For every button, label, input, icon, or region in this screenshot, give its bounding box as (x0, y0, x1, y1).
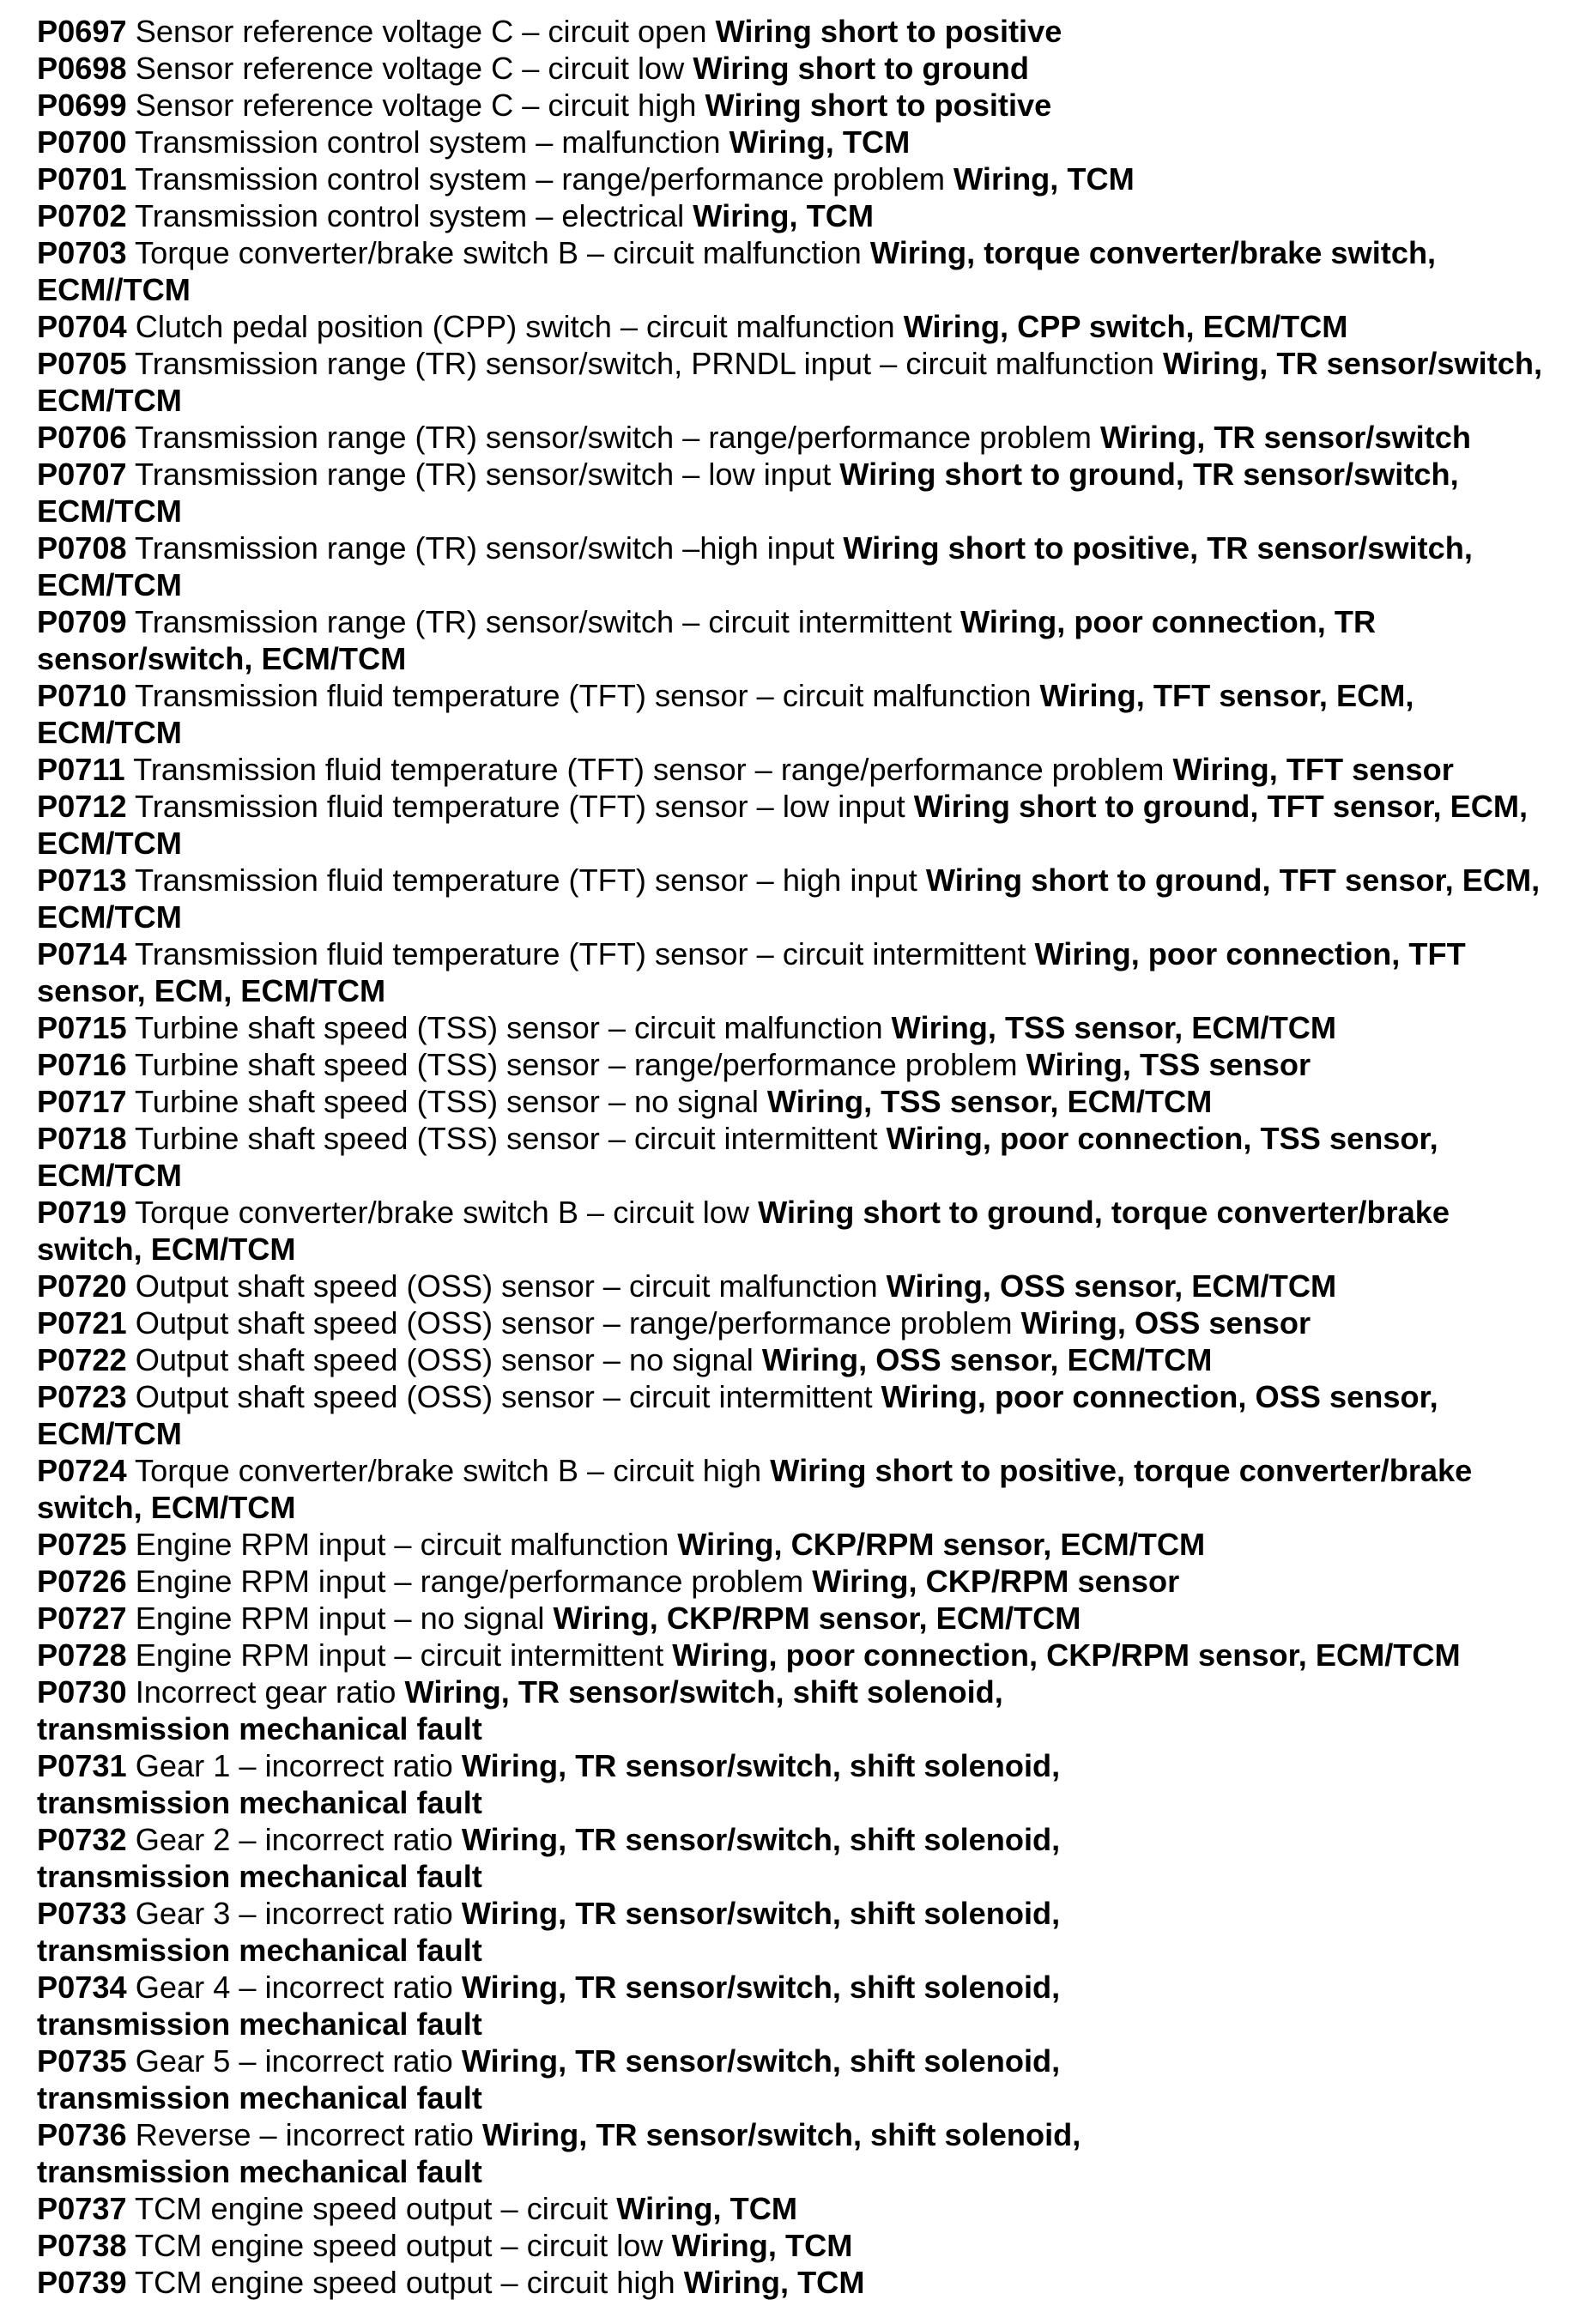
dtc-causes: Wiring, TSS sensor, ECM/TCM (891, 1010, 1337, 1045)
dtc-causes: Wiring, OSS sensor, ECM/TCM (886, 1268, 1337, 1304)
dtc-description: Transmission range (TR) sensor/switch – low input (135, 457, 832, 492)
dtc-causes: Wiring, CKP/RPM sensor, ECM/TCM (553, 1601, 1081, 1636)
dtc-entry (37, 1009, 1547, 1046)
dtc-code: P0730 (37, 1674, 127, 1710)
dtc-causes: Wiring, poor connection, OSS sensor, ECM/TCM (37, 1379, 1438, 1451)
dtc-entry (37, 1600, 1547, 1637)
dtc-causes: Wiring, CPP switch, ECM/TCM (903, 309, 1348, 344)
dtc-code: P0707 (37, 457, 127, 492)
dtc-causes: Wiring short to positive (715, 14, 1062, 49)
dtc-causes: Wiring short to positive, torque converter/brake switch, ECM/TCM (37, 1453, 1473, 1525)
dtc-description: Transmission fluid temperature (TFT) sensor – range/performance problem (133, 752, 1165, 787)
dtc-code: P0700 (37, 124, 127, 160)
dtc-description: Torque converter/brake switch B – circuit malfunction (135, 235, 862, 270)
dtc-entry (37, 1526, 1547, 1563)
dtc-description: Transmission range (TR) sensor/switch –high input (135, 530, 835, 566)
dtc-code: P0731 (37, 1748, 127, 1783)
dtc-causes: Wiring, poor connection, TR sensor/switch, ECM/TCM (37, 604, 1377, 676)
dtc-description: Output shaft speed (OSS) sensor – circuit malfunction (135, 1268, 878, 1304)
dtc-entry (37, 1895, 1547, 1969)
dtc-entry (37, 234, 1547, 308)
dtc-description: Engine RPM input – range/performance problem (135, 1564, 804, 1599)
dtc-code: P0724 (37, 1453, 127, 1488)
dtc-entry (37, 2190, 1547, 2227)
dtc-entry (37, 1083, 1547, 1120)
dtc-entry (37, 308, 1547, 345)
dtc-code: P0704 (37, 309, 127, 344)
dtc-code: P0703 (37, 235, 127, 270)
dtc-description: Gear 3 – incorrect ratio (135, 1896, 453, 1931)
dtc-code: P0723 (37, 1379, 127, 1414)
dtc-description: Gear 2 – incorrect ratio (135, 1822, 453, 1857)
dtc-causes-continued: transmission mechanical fault (37, 2154, 482, 2189)
dtc-description: Incorrect gear ratio (135, 1674, 397, 1710)
dtc-code: P0737 (37, 2191, 127, 2226)
dtc-causes: Wiring, TSS sensor (1026, 1047, 1311, 1082)
dtc-description: Torque converter/brake switch B – circuit high (135, 1453, 762, 1488)
dtc-entry (37, 124, 1547, 160)
dtc-entry (37, 2116, 1547, 2190)
dtc-entry (37, 50, 1547, 87)
dtc-entry (37, 862, 1547, 935)
dtc-code: P0714 (37, 936, 127, 971)
dtc-entry (37, 603, 1547, 677)
dtc-code: P0728 (37, 1637, 127, 1673)
dtc-causes: Wiring short to ground (693, 51, 1030, 86)
dtc-description: Torque converter/brake switch B – circuit low (135, 1195, 750, 1230)
dtc-code: P0718 (37, 1121, 127, 1156)
dtc-entry (37, 677, 1547, 751)
dtc-causes: Wiring, TCM (729, 124, 911, 160)
dtc-description: Engine RPM input – circuit malfunction (135, 1527, 669, 1562)
dtc-description: Turbine shaft speed (TSS) sensor – range/performance problem (135, 1047, 1018, 1082)
dtc-description: Transmission range (TR) sensor/switch – circuit intermittent (135, 604, 952, 639)
dtc-causes: Wiring, TR sensor/switch, shift solenoid, (461, 2043, 1061, 2079)
dtc-causes-continued: transmission mechanical fault (37, 1785, 482, 1820)
dtc-causes: Wiring, TR sensor/switch, shift solenoid, (481, 2117, 1081, 2152)
dtc-causes: Wiring, TR sensor/switch, shift solenoid, (461, 1896, 1061, 1931)
dtc-code: P0697 (37, 14, 127, 49)
dtc-entry (37, 788, 1547, 862)
dtc-code: P0705 (37, 346, 127, 381)
dtc-causes-continued: transmission mechanical fault (37, 1859, 482, 1894)
dtc-description: Transmission fluid temperature (TFT) sensor – high input (135, 862, 917, 898)
dtc-entry (37, 1378, 1547, 1452)
dtc-entry (37, 2227, 1547, 2264)
dtc-causes-continued: transmission mechanical fault (37, 1933, 482, 1968)
dtc-code: P0733 (37, 1896, 127, 1931)
dtc-code: P0710 (37, 678, 127, 713)
dtc-causes: Wiring, TCM (671, 2228, 853, 2263)
dtc-description: Turbine shaft speed (TSS) sensor – circuit intermittent (135, 1121, 878, 1156)
dtc-entry (37, 1969, 1547, 2043)
dtc-code: P0713 (37, 862, 127, 898)
dtc-description: Gear 5 – incorrect ratio (135, 2043, 453, 2079)
dtc-entry (37, 87, 1547, 124)
dtc-causes: Wiring, TFT sensor, ECM, ECM/TCM (37, 678, 1414, 750)
dtc-causes: Wiring short to positive, TR sensor/switch, ECM/TCM (37, 530, 1473, 602)
dtc-description: TCM engine speed output – circuit low (135, 2228, 663, 2263)
dtc-description: Sensor reference voltage C – circuit open (135, 14, 707, 49)
dtc-description: Transmission fluid temperature (TFT) sensor – circuit intermittent (135, 936, 1026, 971)
dtc-description: Sensor reference voltage C – circuit high (135, 88, 697, 123)
dtc-description: Transmission control system – malfunction (135, 124, 721, 160)
dtc-code: P0725 (37, 1527, 127, 1562)
dtc-entry (37, 1304, 1547, 1341)
dtc-entry (37, 1120, 1547, 1194)
dtc-code: P0716 (37, 1047, 127, 1082)
dtc-code: P0709 (37, 604, 127, 639)
dtc-causes: Wiring short to ground, TFT sensor, ECM, ECM/TCM (37, 789, 1529, 861)
dtc-causes: Wiring, TR sensor/switch, shift solenoid, (461, 1822, 1061, 1857)
dtc-causes: Wiring, torque converter/brake switch, ECM//TCM (37, 235, 1437, 307)
dtc-description: Clutch pedal position (CPP) switch – circuit malfunction (135, 309, 895, 344)
dtc-entry (37, 1747, 1547, 1821)
dtc-entry (37, 1452, 1547, 1526)
dtc-causes: Wiring short to ground, TFT sensor, ECM, ECM/TCM (37, 862, 1541, 935)
dtc-entry (37, 197, 1547, 234)
dtc-entry (37, 530, 1547, 603)
dtc-causes: Wiring, CKP/RPM sensor (812, 1564, 1180, 1599)
dtc-code: P0738 (37, 2228, 127, 2263)
dtc-causes: Wiring, OSS sensor (1020, 1305, 1311, 1341)
dtc-description: Transmission fluid temperature (TFT) sensor – circuit malfunction (135, 678, 1032, 713)
dtc-code: P0715 (37, 1010, 127, 1045)
dtc-causes: Wiring short to positive (705, 88, 1052, 123)
dtc-causes: Wiring, TR sensor/switch, shift solenoid, (461, 1970, 1061, 2005)
dtc-causes: Wiring, TFT sensor (1172, 752, 1454, 787)
dtc-entry (37, 935, 1547, 1009)
dtc-causes: Wiring short to ground, torque converter/brake switch, ECM/TCM (37, 1195, 1450, 1267)
dtc-code: P0701 (37, 161, 127, 197)
dtc-code: P0711 (37, 752, 125, 787)
dtc-description: Turbine shaft speed (TSS) sensor – no signal (135, 1084, 759, 1119)
dtc-code: P0734 (37, 1970, 127, 2005)
dtc-entry (37, 1341, 1547, 1378)
dtc-causes: Wiring short to ground, TR sensor/switch, ECM/TCM (37, 457, 1459, 529)
dtc-code: P0708 (37, 530, 127, 566)
dtc-code: P0739 (37, 2265, 127, 2300)
dtc-entry (37, 13, 1547, 50)
dtc-description: Transmission control system – range/performance problem (135, 161, 945, 197)
dtc-causes: Wiring, TR sensor/switch, shift solenoid, (404, 1674, 1003, 1710)
dtc-entry (37, 2264, 1547, 2301)
dtc-code: P0721 (37, 1305, 127, 1341)
dtc-entry (37, 456, 1547, 530)
dtc-causes: Wiring, TSS sensor, ECM/TCM (766, 1084, 1213, 1119)
dtc-entry (37, 1268, 1547, 1304)
dtc-entry (37, 1673, 1547, 1747)
dtc-causes: Wiring, TCM (953, 161, 1135, 197)
dtc-causes: Wiring, TCM (616, 2191, 797, 2226)
dtc-code-list (37, 13, 1547, 2301)
dtc-entry (37, 1563, 1547, 1600)
dtc-code: P0735 (37, 2043, 127, 2079)
dtc-causes: Wiring, TCM (693, 198, 875, 233)
dtc-description: Reverse – incorrect ratio (135, 2117, 474, 2152)
dtc-causes: Wiring, poor connection, TSS sensor, ECM/TCM (37, 1121, 1438, 1193)
dtc-entry (37, 345, 1547, 419)
dtc-description: TCM engine speed output – circuit high (135, 2265, 675, 2300)
dtc-entry (37, 1046, 1547, 1083)
dtc-code: P0727 (37, 1601, 127, 1636)
dtc-description: Transmission control system – electrical (135, 198, 685, 233)
dtc-entry (37, 419, 1547, 456)
dtc-causes: Wiring, poor connection, CKP/RPM sensor, ECM/TCM (672, 1637, 1461, 1673)
dtc-code: P0702 (37, 198, 127, 233)
dtc-code: P0717 (37, 1084, 127, 1119)
dtc-description: Transmission fluid temperature (TFT) sensor – low input (135, 789, 905, 824)
dtc-description: Transmission range (TR) sensor/switch – range/performance problem (135, 420, 1092, 455)
dtc-causes: Wiring, TCM (683, 2265, 865, 2300)
dtc-description: TCM engine speed output – circuit (135, 2191, 608, 2226)
dtc-code: P0726 (37, 1564, 127, 1599)
dtc-entry (37, 751, 1547, 788)
dtc-description: Turbine shaft speed (TSS) sensor – circuit malfunction (135, 1010, 883, 1045)
dtc-entry (37, 1637, 1547, 1673)
dtc-causes: Wiring, OSS sensor, ECM/TCM (761, 1342, 1213, 1377)
dtc-causes: Wiring, poor connection, TFT sensor, ECM, ECM/TCM (37, 936, 1466, 1008)
dtc-description: Gear 4 – incorrect ratio (135, 1970, 453, 2005)
dtc-description: Output shaft speed (OSS) sensor – range/performance problem (135, 1305, 1013, 1341)
dtc-entry (37, 160, 1547, 197)
dtc-code: P0706 (37, 420, 127, 455)
dtc-code: P0712 (37, 789, 127, 824)
dtc-causes-continued: transmission mechanical fault (37, 2006, 482, 2042)
dtc-causes-continued: transmission mechanical fault (37, 1711, 482, 1746)
dtc-causes: Wiring, TR sensor/switch, shift solenoid, (461, 1748, 1061, 1783)
dtc-code: P0719 (37, 1195, 127, 1230)
dtc-entry (37, 2043, 1547, 2116)
dtc-description: Engine RPM input – no signal (135, 1601, 545, 1636)
dtc-description: Transmission range (TR) sensor/switch, PRNDL input – circuit malfunction (135, 346, 1154, 381)
dtc-causes: Wiring, CKP/RPM sensor, ECM/TCM (677, 1527, 1206, 1562)
dtc-description: Gear 1 – incorrect ratio (135, 1748, 453, 1783)
dtc-entry (37, 1821, 1547, 1895)
dtc-causes: Wiring, TR sensor/switch (1099, 420, 1471, 455)
dtc-description: Engine RPM input – circuit intermittent (135, 1637, 664, 1673)
dtc-description: Output shaft speed (OSS) sensor – circuit intermittent (135, 1379, 873, 1414)
dtc-causes-continued: transmission mechanical fault (37, 2080, 482, 2115)
dtc-entry (37, 1194, 1547, 1268)
dtc-code: P0698 (37, 51, 127, 86)
dtc-code: P0722 (37, 1342, 127, 1377)
dtc-causes: Wiring, TR sensor/switch, ECM/TCM (37, 346, 1543, 418)
dtc-code: P0732 (37, 1822, 127, 1857)
dtc-code: P0720 (37, 1268, 127, 1304)
dtc-code: P0736 (37, 2117, 127, 2152)
dtc-code: P0699 (37, 88, 127, 123)
dtc-description: Output shaft speed (OSS) sensor – no signal (135, 1342, 754, 1377)
dtc-description: Sensor reference voltage C – circuit low (135, 51, 685, 86)
